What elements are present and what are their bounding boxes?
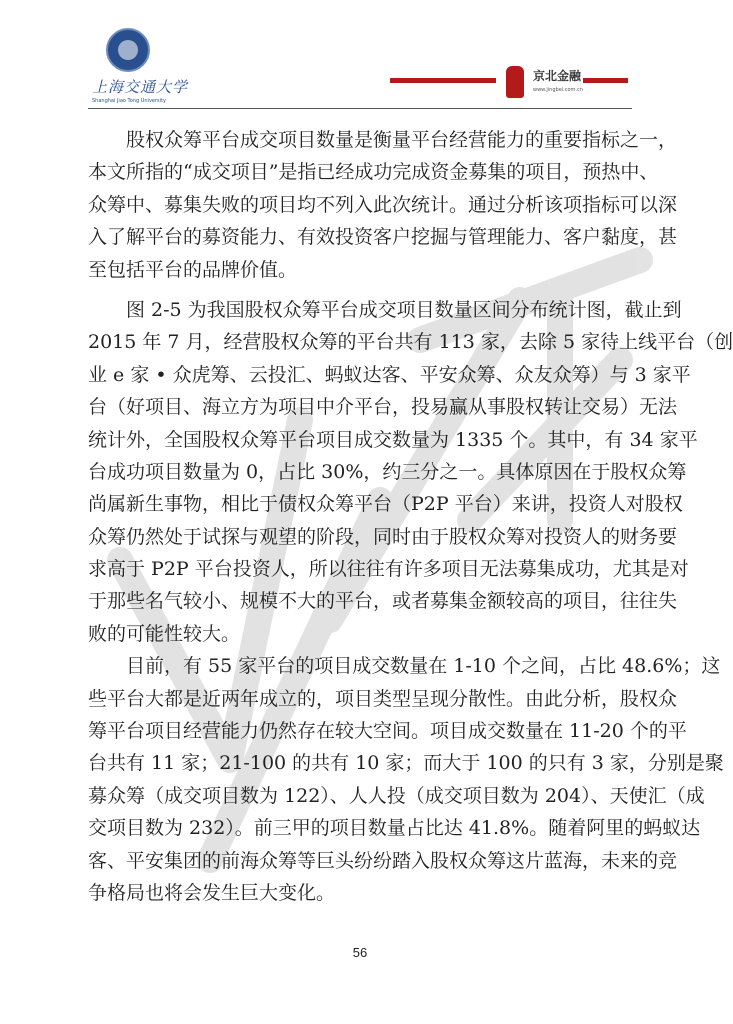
header-red-bar-right	[583, 78, 628, 83]
text-line: 筹平台项目经营能力仍然存在较大空间。项目成交数量在 11-20 个的平	[88, 720, 687, 743]
text-line: 本文所指的“成交项目”是指已经成功完成资金募集的项目，预热中、	[88, 161, 659, 184]
text-line: 股权众筹平台成交项目数量是衡量平台经营能力的重要指标之一，	[126, 129, 678, 151]
text-line: 募众筹（成交项目数为 122）、人人投（成交项目数为 204）、天使汇（成	[88, 784, 705, 807]
paragraph	[88, 650, 724, 909]
page-header	[0, 0, 720, 112]
text-line: 求高于 P2P 平台投资人，所以往往有许多项目无法募集成功，尤其是对	[88, 558, 689, 581]
sjtu-logo-subtext: Shanghai Jiao Tong University	[92, 98, 166, 104]
text-line: 台成功项目数量为 0，占比 30%，约三分之一。具体原因在于股权众筹	[88, 460, 687, 483]
text-line: 尚属新生事物，相比于债权众筹平台（P2P 平台）来讲，投资人对股权	[88, 493, 683, 516]
text-line: 些平台大都是近两年成立的，项目类型呈现分散性。由此分析，股权众	[88, 687, 678, 710]
header-divider	[88, 108, 632, 109]
text-line: 争格局也将会发生巨大变化。	[88, 881, 336, 904]
text-line: 入了解平台的募资能力、有效投资客户挖掘与管理能力、客户黏度，甚	[88, 226, 678, 249]
text-line: 业 e 家 • 众虎筹、云投汇、蚂蚁达客、平安众筹、众友众筹）与 3 家平	[88, 363, 691, 386]
page-number: 56	[352, 945, 368, 960]
text-line: 败的可能性较大。	[88, 622, 241, 645]
paragraph	[88, 124, 678, 286]
text-line: 众筹中、募集失败的项目均不列入此次统计。通过分析该项指标可以深	[88, 193, 678, 216]
jingbei-logo-url: www.jingbei.com.cn	[533, 87, 583, 93]
text-line: 图 2-5 为我国股权众筹平台成交项目数量区间分布统计图，截止到	[126, 298, 682, 321]
text-line: 台（好项目、海立方为项目中介平台，投易赢从事股权转让交易）无法	[88, 396, 678, 419]
text-line: 台共有 11 家；21-100 的共有 10 家；而大于 100 的只有 3 家，分别是聚	[88, 752, 724, 775]
text-line: 交项目数为 232）。前三甲的项目数量占比达 41.8%。随着阿里的蚂蚁达	[88, 817, 701, 840]
text-line: 客、平安集团的前海众筹等巨头纷纷踏入股权众筹这片蓝海，未来的竞	[88, 849, 678, 872]
text-line: 目前，有 55 家平台的项目成交数量在 1-10 个之间，占比 48.6%；这	[126, 655, 721, 678]
document-body	[88, 124, 733, 909]
text-line: 于那些名气较小、规模不大的平台，或者募集金额较高的项目，往往失	[88, 590, 678, 613]
text-line: 众筹仍然处于试探与观望的阶段，同时由于股权众筹对投资人的财务要	[88, 525, 678, 548]
text-line: 2015 年 7 月，经营股权众筹的平台共有 113 家，去除 5 家待上线平台（创	[88, 331, 733, 354]
text-line: 统计外，全国股权众筹平台项目成交数量为 1335 个。其中，有 34 家平	[88, 428, 698, 451]
jingbei-logo-icon	[506, 66, 524, 98]
jingbei-logo-text: 京北金融	[533, 69, 582, 83]
text-line: 至包括平台的品牌价值。	[88, 258, 298, 281]
sjtu-emblem-icon	[106, 28, 150, 72]
header-red-bar-left	[390, 78, 496, 83]
paragraph	[88, 294, 733, 650]
sjtu-logo-text: 上海交通大学	[92, 78, 189, 96]
